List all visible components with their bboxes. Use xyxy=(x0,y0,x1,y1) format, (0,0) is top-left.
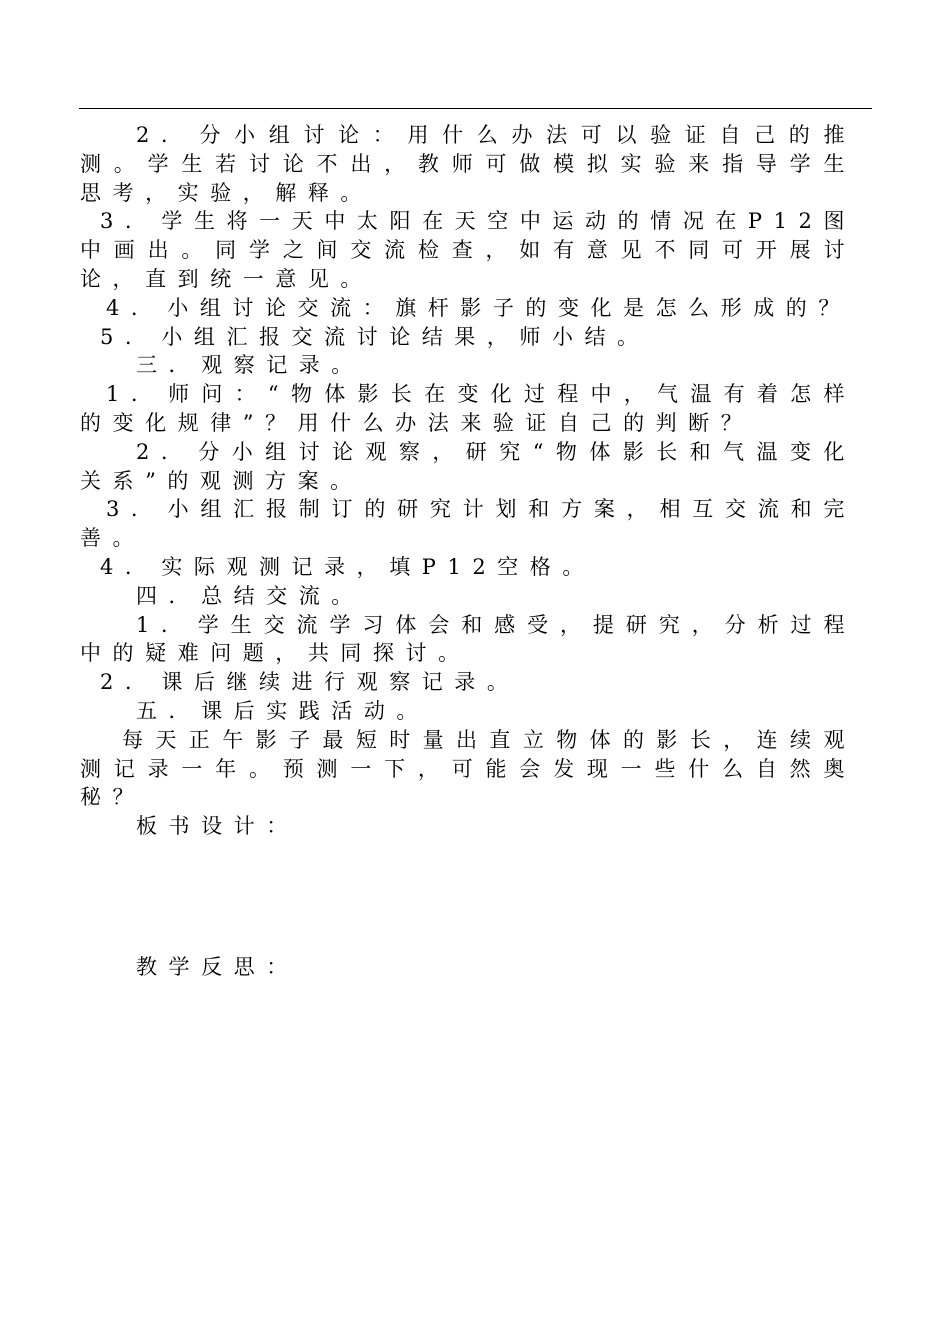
paragraph-step-5-report: 5. 小组汇报交流讨论结果，师小结。 xyxy=(100,324,650,349)
header-rule xyxy=(79,108,872,109)
paragraph-summary-2: 2. 课后继续进行观察记录。 xyxy=(100,670,520,695)
paragraph-step-3-draw-sun-path: 3. 学生将一天中太阳在天空中运动的情况在P12图中画出。同学之间交流检查，如有意见不同可开展讨论，直到统一意见。 xyxy=(80,209,856,291)
paragraph-observation-3: 3. 小组汇报制订的研究计划和方案，相互交流和完善。 xyxy=(80,497,856,551)
paragraph-observation-2: 2. 分小组讨论观察，研究“物体影长和气温变化关系”的观测方案。 xyxy=(80,439,856,493)
board-design-blank-area xyxy=(80,841,856,953)
paragraph-observation-4: 4. 实际观测记录，填P12空格。 xyxy=(100,554,595,579)
document-body xyxy=(80,121,856,982)
section-heading-practice: 五．课后实践活动。 xyxy=(136,698,429,723)
board-design-label: 板书设计： xyxy=(136,814,299,839)
paragraph-observation-1: 1. 师问：“物体影长在变化过程中，气温有着怎样的变化规律”？用什么办法来验证自己的判断？ xyxy=(80,382,856,435)
teaching-reflection-label: 教学反思： xyxy=(136,954,299,979)
paragraph-summary-1: 1. 学生交流学习体会和感受，提研究，分析过程中的疑难问题，共同探讨。 xyxy=(80,612,856,666)
section-heading-observation: 三．观察记录。 xyxy=(136,353,364,378)
paragraph-step-4-flagpole-shadow: 4. 小组讨论交流：旗杆影子的变化是怎么形成的？ xyxy=(106,295,851,320)
paragraph-step-2-discussion: 2. 分小组讨论：用什么办法可以验证自己的推测。学生若讨论不出，教师可做模拟实验来指导学生思考，实验，解释。 xyxy=(80,123,856,205)
paragraph-practice-activity: 每天正午影子最短时量出直立物体的影长，连续观测记录一年。预测一下，可能会发现一些什么自然奥秘？ xyxy=(80,727,856,810)
section-heading-summary: 四．总结交流。 xyxy=(136,583,364,608)
